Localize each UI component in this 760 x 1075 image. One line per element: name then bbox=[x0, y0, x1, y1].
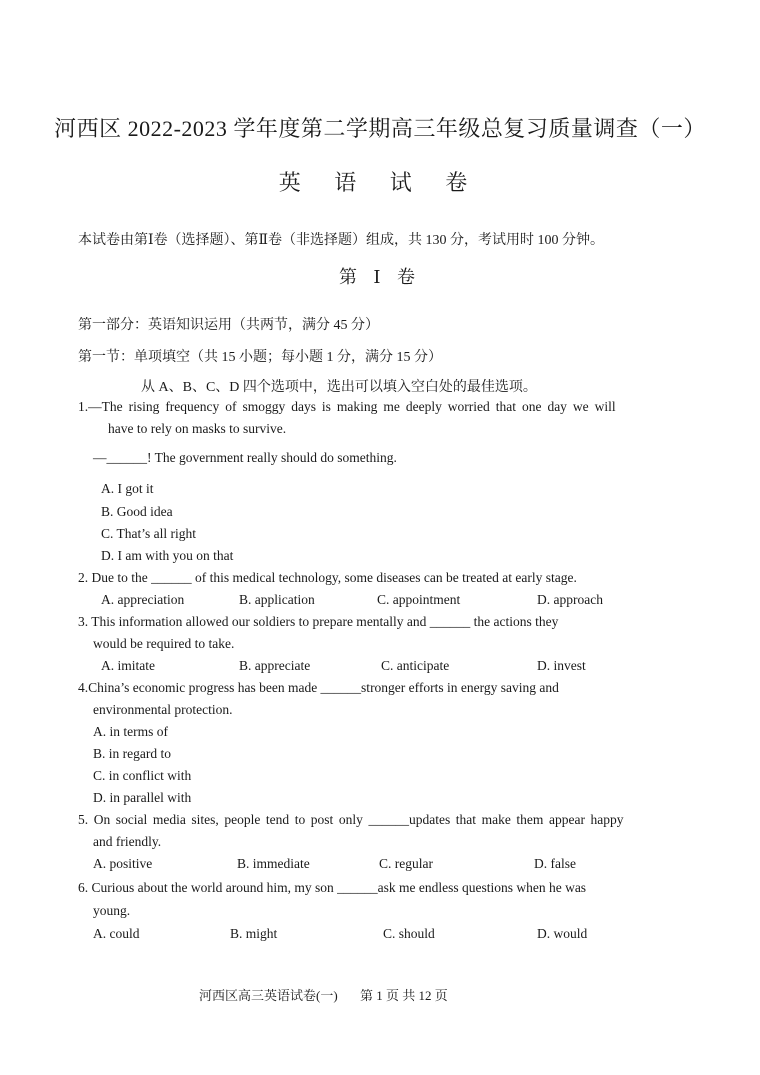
question-5-option-c: C. regular bbox=[379, 856, 433, 871]
question-6-option-c: C. should bbox=[383, 926, 435, 941]
question-4-option-b: B. in regard to bbox=[93, 746, 171, 761]
question-2-option-c: C. appointment bbox=[377, 592, 461, 607]
question-2-option-b: B. application bbox=[239, 592, 315, 607]
subject-title: 英 语 试 卷 bbox=[278, 170, 482, 195]
question-1-line-3: —______! The government really should do something. bbox=[93, 450, 397, 465]
question-2-option-d: D. approach bbox=[537, 592, 603, 607]
question-1-option-b: B. Good idea bbox=[101, 504, 173, 519]
question-1-option-c: C. That’s all right bbox=[101, 526, 196, 541]
question-4-line-2: environmental protection. bbox=[93, 702, 233, 717]
question-6-option-a: A. could bbox=[93, 926, 140, 941]
section-heading: 第一节：单项填空（共 15 小题；每小题 1 分，满分 15 分） bbox=[78, 350, 442, 365]
question-6-option-d: D. would bbox=[537, 926, 588, 941]
question-5-line-2: and friendly. bbox=[93, 834, 162, 849]
section-instruction: 从 A、B、C、D 四个选项中，选出可以填入空白处的最佳选项。 bbox=[141, 380, 537, 395]
question-4-option-d: D. in parallel with bbox=[93, 790, 192, 805]
question-6-line-1: 6. Curious about the world around him, my son ______ask me endless questions when he was bbox=[78, 880, 587, 895]
footer-page-number: 第 1 页 共 12 页 bbox=[360, 988, 448, 1003]
question-1-option-d: D. I am with you on that bbox=[101, 548, 234, 563]
question-6-line-2: young. bbox=[93, 903, 131, 918]
question-2-option-a: A. appreciation bbox=[101, 592, 185, 607]
question-6-option-b: B. might bbox=[230, 926, 278, 941]
question-5-option-d: D. false bbox=[534, 856, 576, 871]
volume-heading: 第 Ⅰ 卷 bbox=[338, 267, 422, 287]
footer-exam-name: 河西区高三英语试卷(一) bbox=[199, 988, 338, 1003]
exam-title: 河西区 2022-2023 学年度第二学期高三年级总复习质量调查（一） bbox=[54, 116, 706, 141]
question-1-line-2: have to rely on masks to survive. bbox=[108, 421, 287, 436]
question-5-option-a: A. positive bbox=[93, 856, 153, 871]
question-3-option-d: D. invest bbox=[537, 658, 586, 673]
question-4-option-a: A. in terms of bbox=[93, 724, 168, 739]
question-3-line-1: 3. This information allowed our soldiers to prepare mentally and ______ the actions they bbox=[78, 614, 559, 629]
exam-intro: 本试卷由第Ⅰ卷（选择题）、第Ⅱ卷（非选择题）组成，共 130 分，考试用时 100 分钟。 bbox=[78, 233, 605, 248]
question-2-line-1: 2. Due to the ______ of this medical technology, some diseases can be treated at early stage. bbox=[78, 570, 577, 585]
question-3-option-c: C. anticipate bbox=[381, 658, 450, 673]
question-4-line-1: 4.China’s economic progress has been made ______stronger efforts in energy saving and bbox=[78, 680, 559, 695]
question-3-option-b: B. appreciate bbox=[239, 658, 311, 673]
question-5-line-1: 5. On social media sites, people tend to post only ______updates that make them appear happy bbox=[78, 812, 624, 827]
question-1-line-1: 1.—The rising frequency of smoggy days is making me deeply worried that one day we will bbox=[78, 399, 616, 414]
question-1-option-a: A. I got it bbox=[101, 481, 154, 496]
part-heading: 第一部分：英语知识运用（共两节，满分 45 分） bbox=[78, 318, 379, 333]
question-5-option-b: B. immediate bbox=[237, 856, 310, 871]
question-3-line-2: would be required to take. bbox=[93, 636, 235, 651]
question-3-option-a: A. imitate bbox=[101, 658, 155, 673]
question-4-option-c: C. in conflict with bbox=[93, 768, 192, 783]
